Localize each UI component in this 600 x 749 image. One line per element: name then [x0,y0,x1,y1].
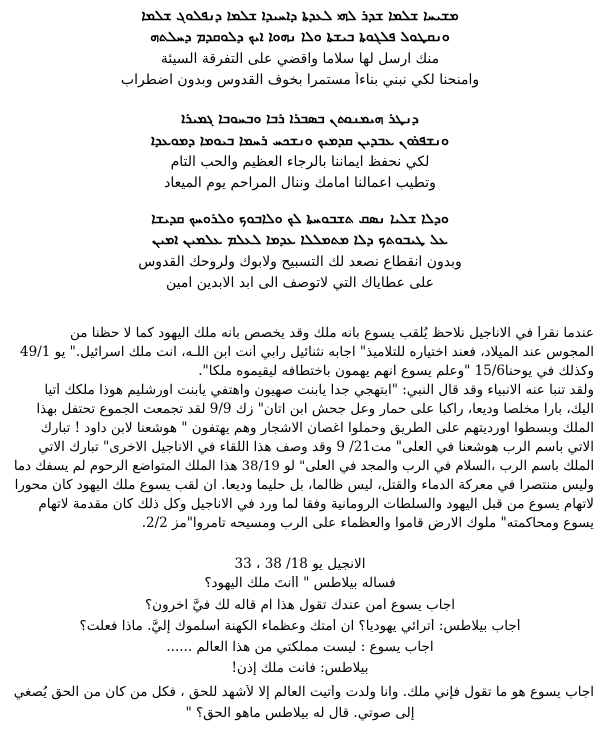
dialogue-line-2: اجاب يسوع أمن عندك تقول هذا ام قاله لك فيَّ اخرون؟ [145,598,455,613]
dialogue-reference: الانجيل يو 18/ 38 ، 33 [234,557,366,572]
stanza-2-syriac-line-2: ܘܢܫܦܪܘܢ ܥܒܕܝܢ ܩܕܡܝܟ ܘܢܫܟܚ ܪܚܡܐ ܒܝܘܡܐ ܕܡܘܥܕܐ [150,133,449,149]
body-line-2: المجوس عند الميلاد، فعند اختياره للتلاميذ" اجابه نثنائيل رابي أنت ابن اللـه، انت ملك اسرائيل." يو 49/1 [20,345,594,360]
body-line-10: لاتهام يسوع من قبل اليهود والسلطات الرومانية وفقا لما ورد في الاناجيل وكل ذلك كان مقدمة لاتهام [38,497,594,512]
dialogue-line-6: اجاب يسوع هو ما تقول فإني ملك. وانا ولدت وأتيت العالم إلا لأشهد للحق ، فكل من كان من الحق يُصغي [13,685,594,700]
dialogue-line-7: إلى صوتي. قال له بيلاطس ماهو الحق؟ " [185,706,415,721]
dialogue-line-3: أجاب بيلاطس: أترائي يهوديا؟ ان أمتك وعظماء الكهنة أسلموك إليَّ. ماذا فعلت؟ [79,619,521,634]
body-line-1: عندما نقرأ في الاناجيل نلاحظ يُلقب يسوع بانه ملك وقد يخصص بانه ملك اليهود كما لا حظنا من [69,326,594,341]
dialogue-line-4: اجاب يسوع : ليست مملكتي من هذا العالم ...... [166,640,434,655]
stanza-1-arabic-line-2: وامنحنا لكي نبني بناءاً مستمرا بخوف القدوس وبدون اضطراب [120,72,480,88]
stanza-3-arabic-line-2: على عطاياك التي لاتوصف الى ابد الابدين امين [165,275,435,291]
body-line-9: وليس منتصرا في معركة الدماء والقتل، ليس ظالماً، بل حليما وديعا. ان لقب يسوع ملك اليهود كان محورا [14,478,594,493]
stanza-2-syriac-line-1: ܕܢܛܪ ܗܝܡܢܘܬܢ ܒܣܒܪܐ ܪܒܐ ܘܒܚܘܒܐ ܓܡܝܪܐ [181,111,419,127]
body-line-5: اليك، بارا مخلصا وديعا، راكبا على حمار وعل جحش ابن آتان" زك 9/9 لقد تجمعت الجموع تحتفل بهذا [36,402,594,417]
dialogue-line-1: فسأله بيلاطس " أأنتَ ملك اليهود؟ [204,576,396,591]
stanza-2-arabic-line-1: لكي نحفظ ايماننا بالرجاء العظيم والحب التام [170,154,430,170]
body-line-3: وكذلك في يوحنا15/6 "وعلم يسوع انهم يهمون باختطافه ليقيموه ملكاً". [198,364,594,379]
stanza-1-syriac-line-2: ܘܢܩܛܘܠ ܦܠܓܘܬܐ ܒܝܫܬܐ ܘܠܐ ܢܗܘܐ ܐܝܟ ܕܠܘܩܕܡ ܕܚܠܬܗ [150,29,450,45]
body-line-11: يسوع ومحاكمته" ملوك الارض قاموا والعظماء على الرب ومسيحه تآمروا"مز 2/2. [141,516,594,531]
stanza-3-arabic-line-1: وبدون انقطاع نصعد لك التسبيح ولابوك ولروحك القدوس [138,254,462,270]
body-line-4: ولقد تنبأ عنه الانبياء وقد قال النبي: "ابتهجي جدا يابنت صهيون واهتفي يابنت اورشليم هوذا ملكك أتيا [44,383,594,398]
stanza-3-syriac-line-2: ܥܠ ܛܝܒܘܬܟ ܕܠܐ ܡܬܡܠܠܐ ܥܕܡܐ ܠܥܠܡ ܥܠܡܝܢ ܐܡܝܢ [152,232,448,248]
stanza-2-arabic-line-2: وتطيب اعمالنا امامك وننال المراحم يوم الميعاد [164,175,436,191]
body-line-8: الملك باسم الرب ،السلام في الرب والمجد في العلى" لو 38/19 هذا الملك المتواضع الرحوم لم يسفك دماً [13,459,594,474]
body-line-7: الاتي باسم الرب هوشعنا في العلى" مت21/ 9 وقد وصف هذا اللقاء في الاناجيل الاخرى" تبارك الاتي [38,440,594,455]
stanza-3-syriac-line-1: ܘܕܠܐ ܫܠܝܐ ܢܣܩ ܬܫܒܘܚܬܐ ܠܟ ܘܠܐܒܘܟ ܘܠܪܘܚܟ ܩܕܝܫܐ [151,211,449,227]
stanza-1-arabic-line-1: منك ارسل لها سلاما واقضي على التفرقة السيئة [160,51,440,67]
body-line-6: الملك وبسطوا اورديتهم على الطريق وحملوا اغصان الاشجار وهم يهتفون " هوشعنا لابن داود ! تبارك [40,421,594,436]
dialogue-line-5: بيلاطس: فأنت ملك إذن! [231,661,369,676]
stanza-1-syriac-line-1: ܡܫܝܚܐ ܫܠܡܐ ܫܕܪ ܠܗܝ ܠܥܕܬܐ ܕܐܚܝܕܐ ܫܠܡܐ ܕܢܦܠܘܓ ܫܠܡܐ [141,8,459,24]
